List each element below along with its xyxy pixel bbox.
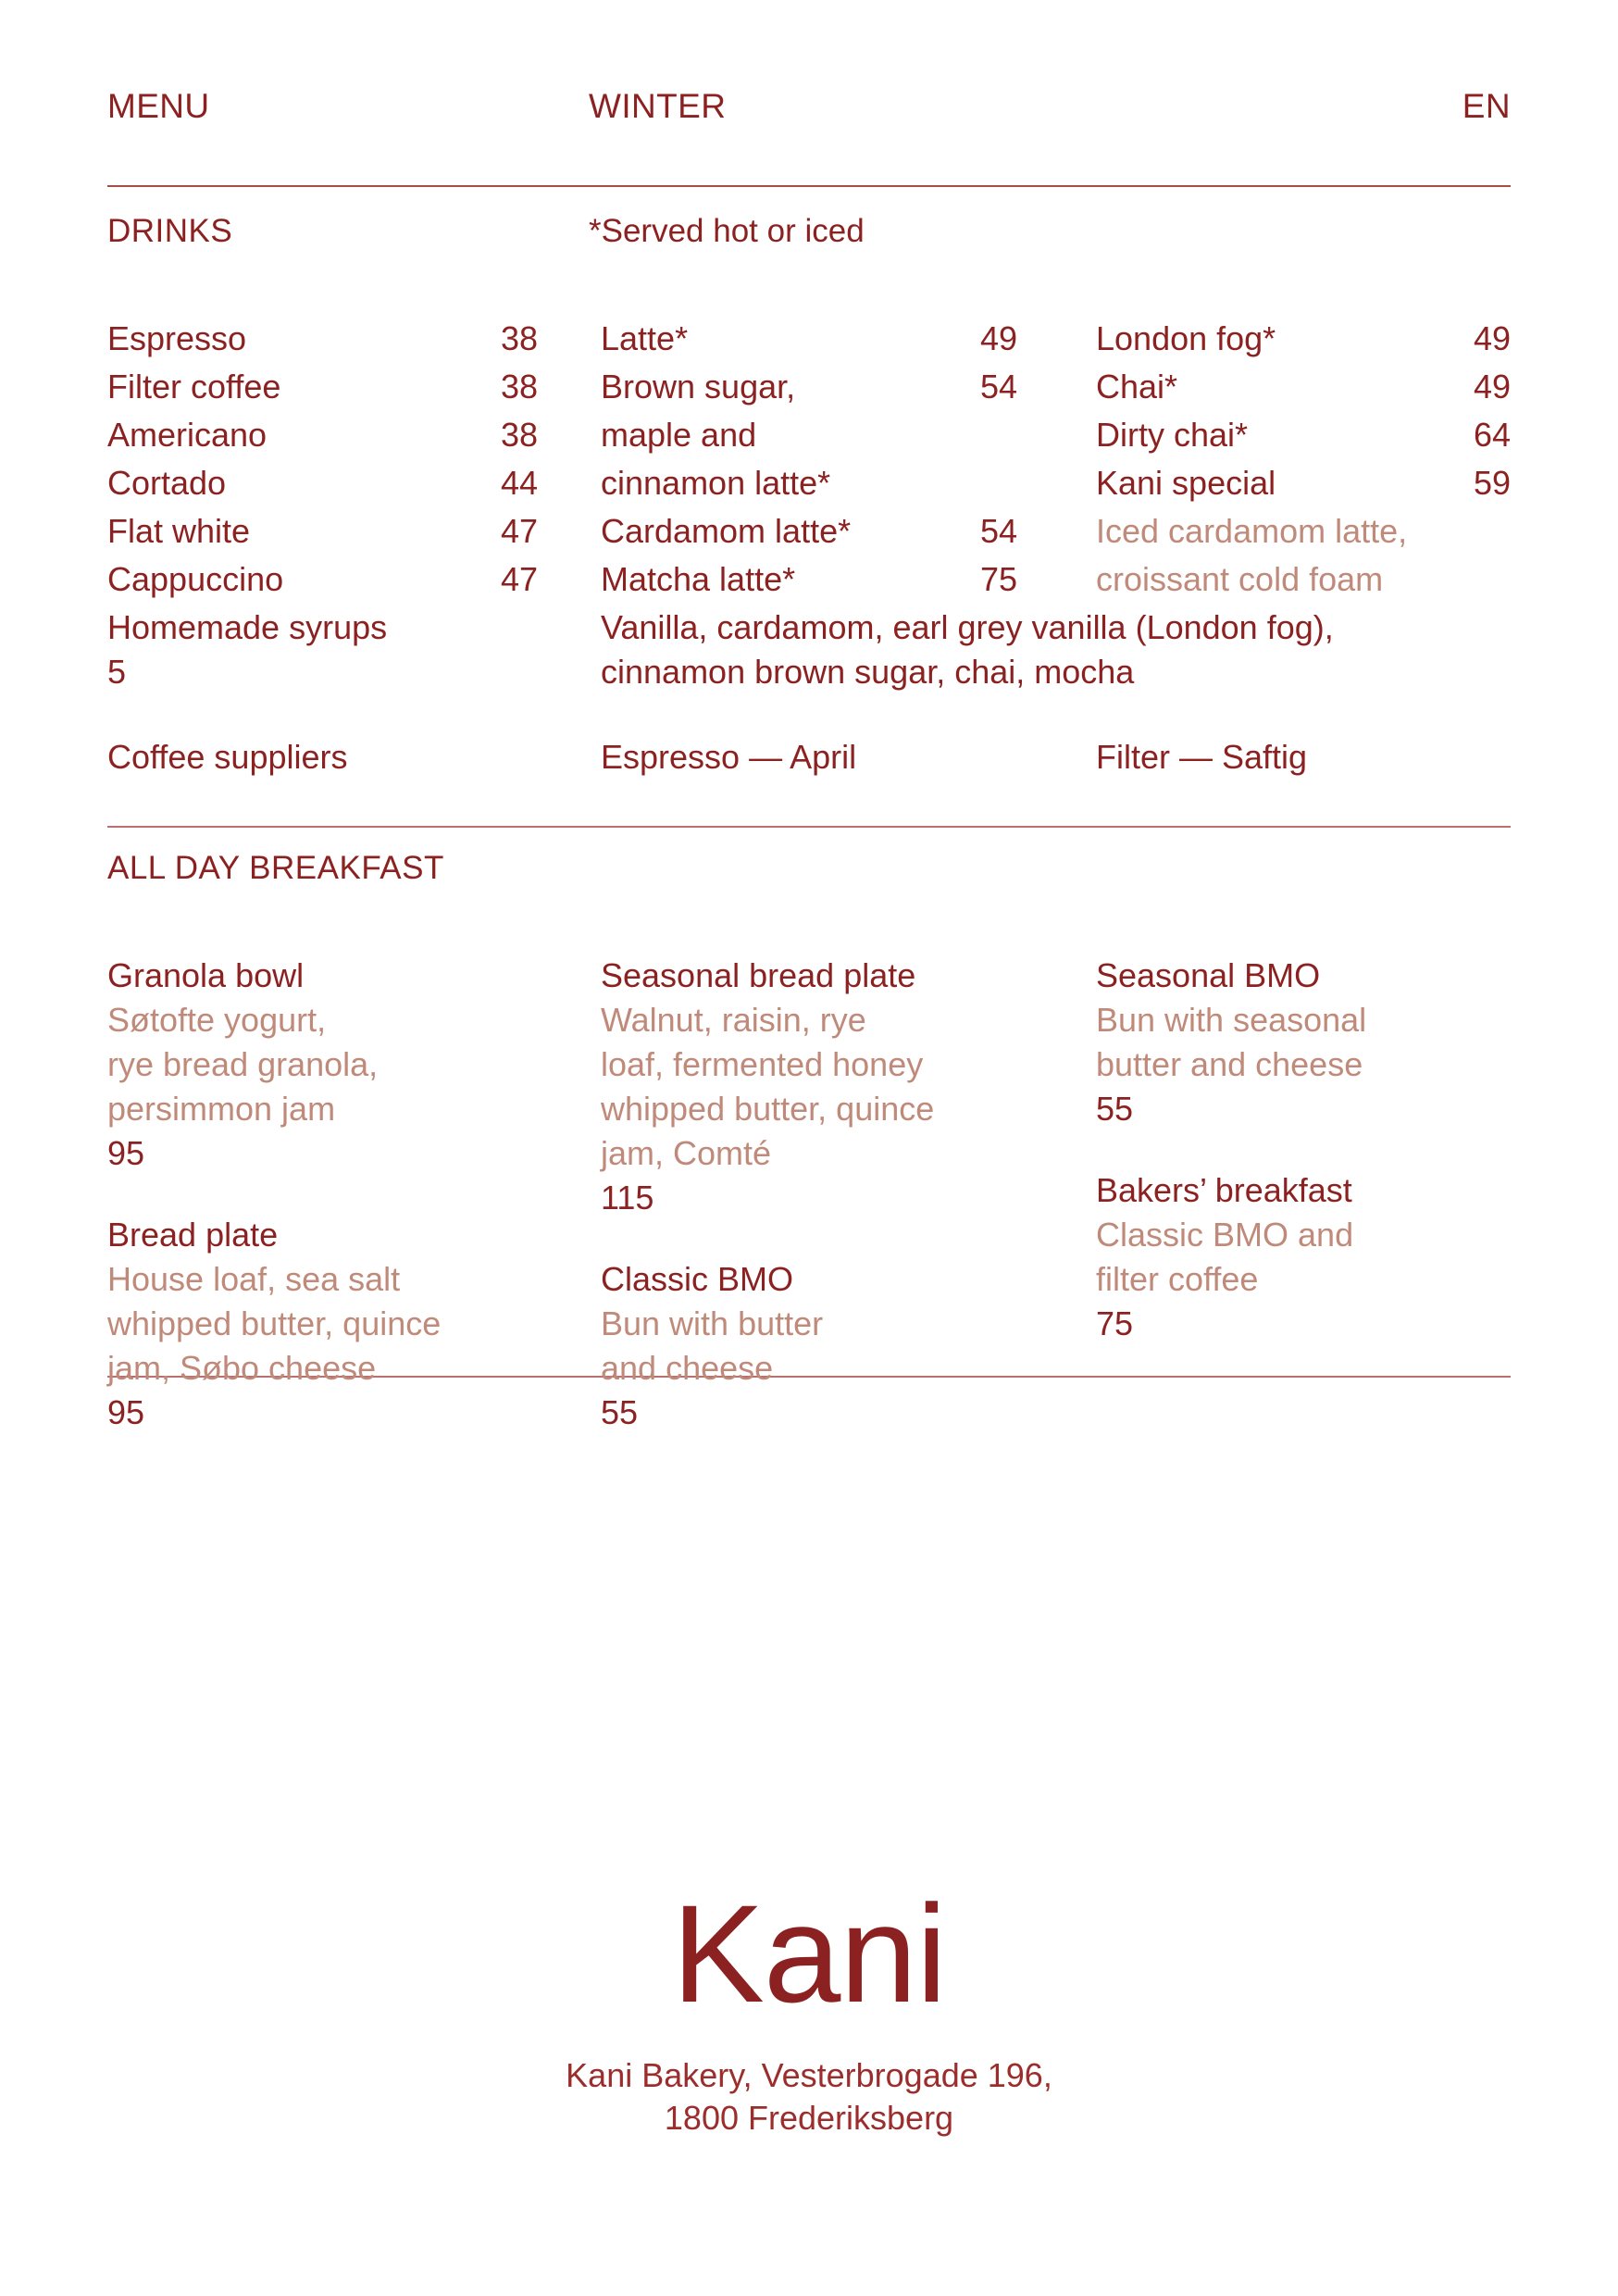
drink-name: Americano: [107, 416, 268, 454]
item-description-line: persimmon jam: [107, 1090, 336, 1128]
coffee-suppliers-block: [107, 733, 1511, 781]
drink-price: 59: [1473, 464, 1511, 502]
item-description-line: jam, Søbo cheese: [107, 1349, 377, 1387]
breakfast-grid: [107, 954, 1511, 1431]
syrups-label: Homemade syrups: [107, 608, 388, 646]
item-name: Seasonal BMO: [1096, 956, 1321, 994]
drink-row: [107, 315, 538, 363]
item-description-line: jam, Comté: [601, 1134, 772, 1172]
drinks-column-3: [1096, 315, 1511, 604]
item-description-line: loaf, fermented honey: [601, 1045, 924, 1083]
drink-name: Cortado: [107, 464, 227, 502]
drink-price: 64: [1473, 416, 1511, 454]
drink-row-continuation: [601, 411, 1017, 459]
item-description-line: whipped butter, quince: [107, 1304, 442, 1342]
drink-name: Filter coffee: [107, 368, 281, 406]
drink-name: Flat white: [107, 512, 251, 550]
drink-row: [1096, 411, 1511, 459]
language-selector[interactable]: EN: [1462, 87, 1511, 125]
drink-description-line: [1096, 555, 1511, 604]
syrups-list: [601, 605, 1526, 694]
item-description-line: filter coffee: [1096, 1260, 1259, 1298]
season-label: WINTER: [589, 87, 727, 125]
drink-price: 44: [500, 464, 538, 502]
drink-row: [107, 555, 538, 604]
drink-row: [601, 363, 1017, 411]
drink-name: Kani special: [1096, 464, 1276, 502]
drink-row: [107, 411, 538, 459]
item-price: 55: [1096, 1090, 1134, 1128]
item-description-line: Bun with butter: [601, 1304, 824, 1342]
drinks-section-header: [107, 215, 1511, 265]
drinks-grid: [107, 315, 1511, 598]
syrups-list-line: cinnamon brown sugar, chai, mocha: [601, 653, 1135, 691]
drink-name: Cappuccino: [107, 560, 284, 598]
drinks-note: *Served hot or iced: [589, 213, 865, 249]
item-description-line: House loaf, sea salt: [107, 1260, 401, 1298]
drink-name: Latte*: [601, 319, 689, 357]
item-price: 75: [1096, 1304, 1134, 1342]
item-description-line: rye bread granola,: [107, 1045, 379, 1083]
address-block: [0, 2054, 1618, 2140]
drink-row: [1096, 459, 1511, 507]
breakfast-title: ALL DAY BREAKFAST: [107, 850, 444, 886]
drink-price: 49: [1473, 319, 1511, 357]
drink-price: 47: [500, 560, 538, 598]
breakfast-column-2: [601, 954, 1036, 1472]
breakfast-item: [601, 1257, 1036, 1435]
drinks-column-2: [601, 315, 1017, 604]
supplier-espresso: Espresso — April: [601, 738, 857, 776]
drink-name: London fog*: [1096, 319, 1276, 357]
breakfast-column-1: [107, 954, 542, 1472]
item-description-line: and cheese: [601, 1349, 774, 1387]
item-name: Bread plate: [107, 1216, 279, 1254]
brand-logo: Kani: [671, 1876, 947, 2031]
item-price: 115: [601, 1179, 654, 1217]
syrups-price: 5: [107, 653, 127, 691]
item-name: Seasonal bread plate: [601, 956, 916, 994]
drink-name: Brown sugar,: [601, 368, 796, 406]
drink-row: [601, 507, 1017, 555]
item-description-line: Bun with seasonal: [1096, 1001, 1367, 1039]
drink-price: 54: [979, 512, 1017, 550]
suppliers-label: Coffee suppliers: [107, 738, 348, 776]
item-description-line: whipped butter, quince: [601, 1090, 935, 1128]
drink-price: 38: [500, 368, 538, 406]
drink-price: 75: [979, 560, 1017, 598]
drink-description: croissant cold foam: [1096, 560, 1384, 598]
drink-price: 54: [979, 368, 1017, 406]
divider-middle: [107, 826, 1511, 828]
breakfast-section-header: [107, 852, 1511, 898]
item-name: Bakers’ breakfast: [1096, 1171, 1352, 1209]
item-name: Granola bowl: [107, 956, 305, 994]
breakfast-item: [601, 954, 1036, 1220]
breakfast-item: [107, 954, 542, 1176]
divider-wrap-middle: [107, 826, 1511, 828]
drink-name: cinnamon latte*: [601, 464, 831, 502]
footer: [0, 1876, 1618, 2140]
address-line: 1800 Frederiksberg: [664, 2099, 954, 2137]
drink-row: [107, 459, 538, 507]
drink-name: Cardamom latte*: [601, 512, 852, 550]
supplier-filter: Filter — Saftig: [1096, 738, 1308, 776]
drinks-title: DRINKS: [107, 213, 233, 249]
drink-price: 49: [1473, 368, 1511, 406]
drink-row: [107, 507, 538, 555]
breakfast-item: [1096, 954, 1531, 1131]
drink-row: [1096, 363, 1511, 411]
drink-price: 49: [979, 319, 1017, 357]
breakfast-column-3: [1096, 954, 1531, 1383]
drink-name: Chai*: [1096, 368, 1178, 406]
menu-label: MENU: [107, 87, 210, 125]
item-description-line: butter and cheese: [1096, 1045, 1363, 1083]
drink-name: Espresso: [107, 319, 247, 357]
breakfast-item: [1096, 1168, 1531, 1346]
drink-row: [107, 363, 538, 411]
drink-price: 38: [500, 319, 538, 357]
item-price: 95: [107, 1393, 145, 1431]
drink-description-line: [1096, 507, 1511, 555]
drink-row: [1096, 315, 1511, 363]
drink-name: maple and: [601, 416, 757, 454]
address-line: Kani Bakery, Vesterbrogade 196,: [566, 2056, 1052, 2094]
drink-row-continuation: [601, 459, 1017, 507]
drink-name: Dirty chai*: [1096, 416, 1249, 454]
item-price: 55: [601, 1393, 639, 1431]
item-price: 95: [107, 1134, 145, 1172]
divider-top: [107, 185, 1511, 187]
drink-price: 38: [500, 416, 538, 454]
homemade-syrups-block: [107, 605, 1511, 694]
drink-description: Iced cardamom latte,: [1096, 512, 1408, 550]
item-description-line: Classic BMO and: [1096, 1216, 1354, 1254]
drink-price: 47: [500, 512, 538, 550]
item-name: Classic BMO: [601, 1260, 794, 1298]
drink-name: Matcha latte*: [601, 560, 796, 598]
item-description-line: Walnut, raisin, rye: [601, 1001, 866, 1039]
breakfast-item: [107, 1213, 542, 1435]
top-header: [107, 0, 1511, 185]
drink-row: [601, 315, 1017, 363]
syrups-list-line: Vanilla, cardamom, earl grey vanilla (London fog),: [601, 608, 1334, 646]
drinks-column-1: [107, 315, 538, 604]
item-description-line: Søtofte yogurt,: [107, 1001, 327, 1039]
drink-row: [601, 555, 1017, 604]
